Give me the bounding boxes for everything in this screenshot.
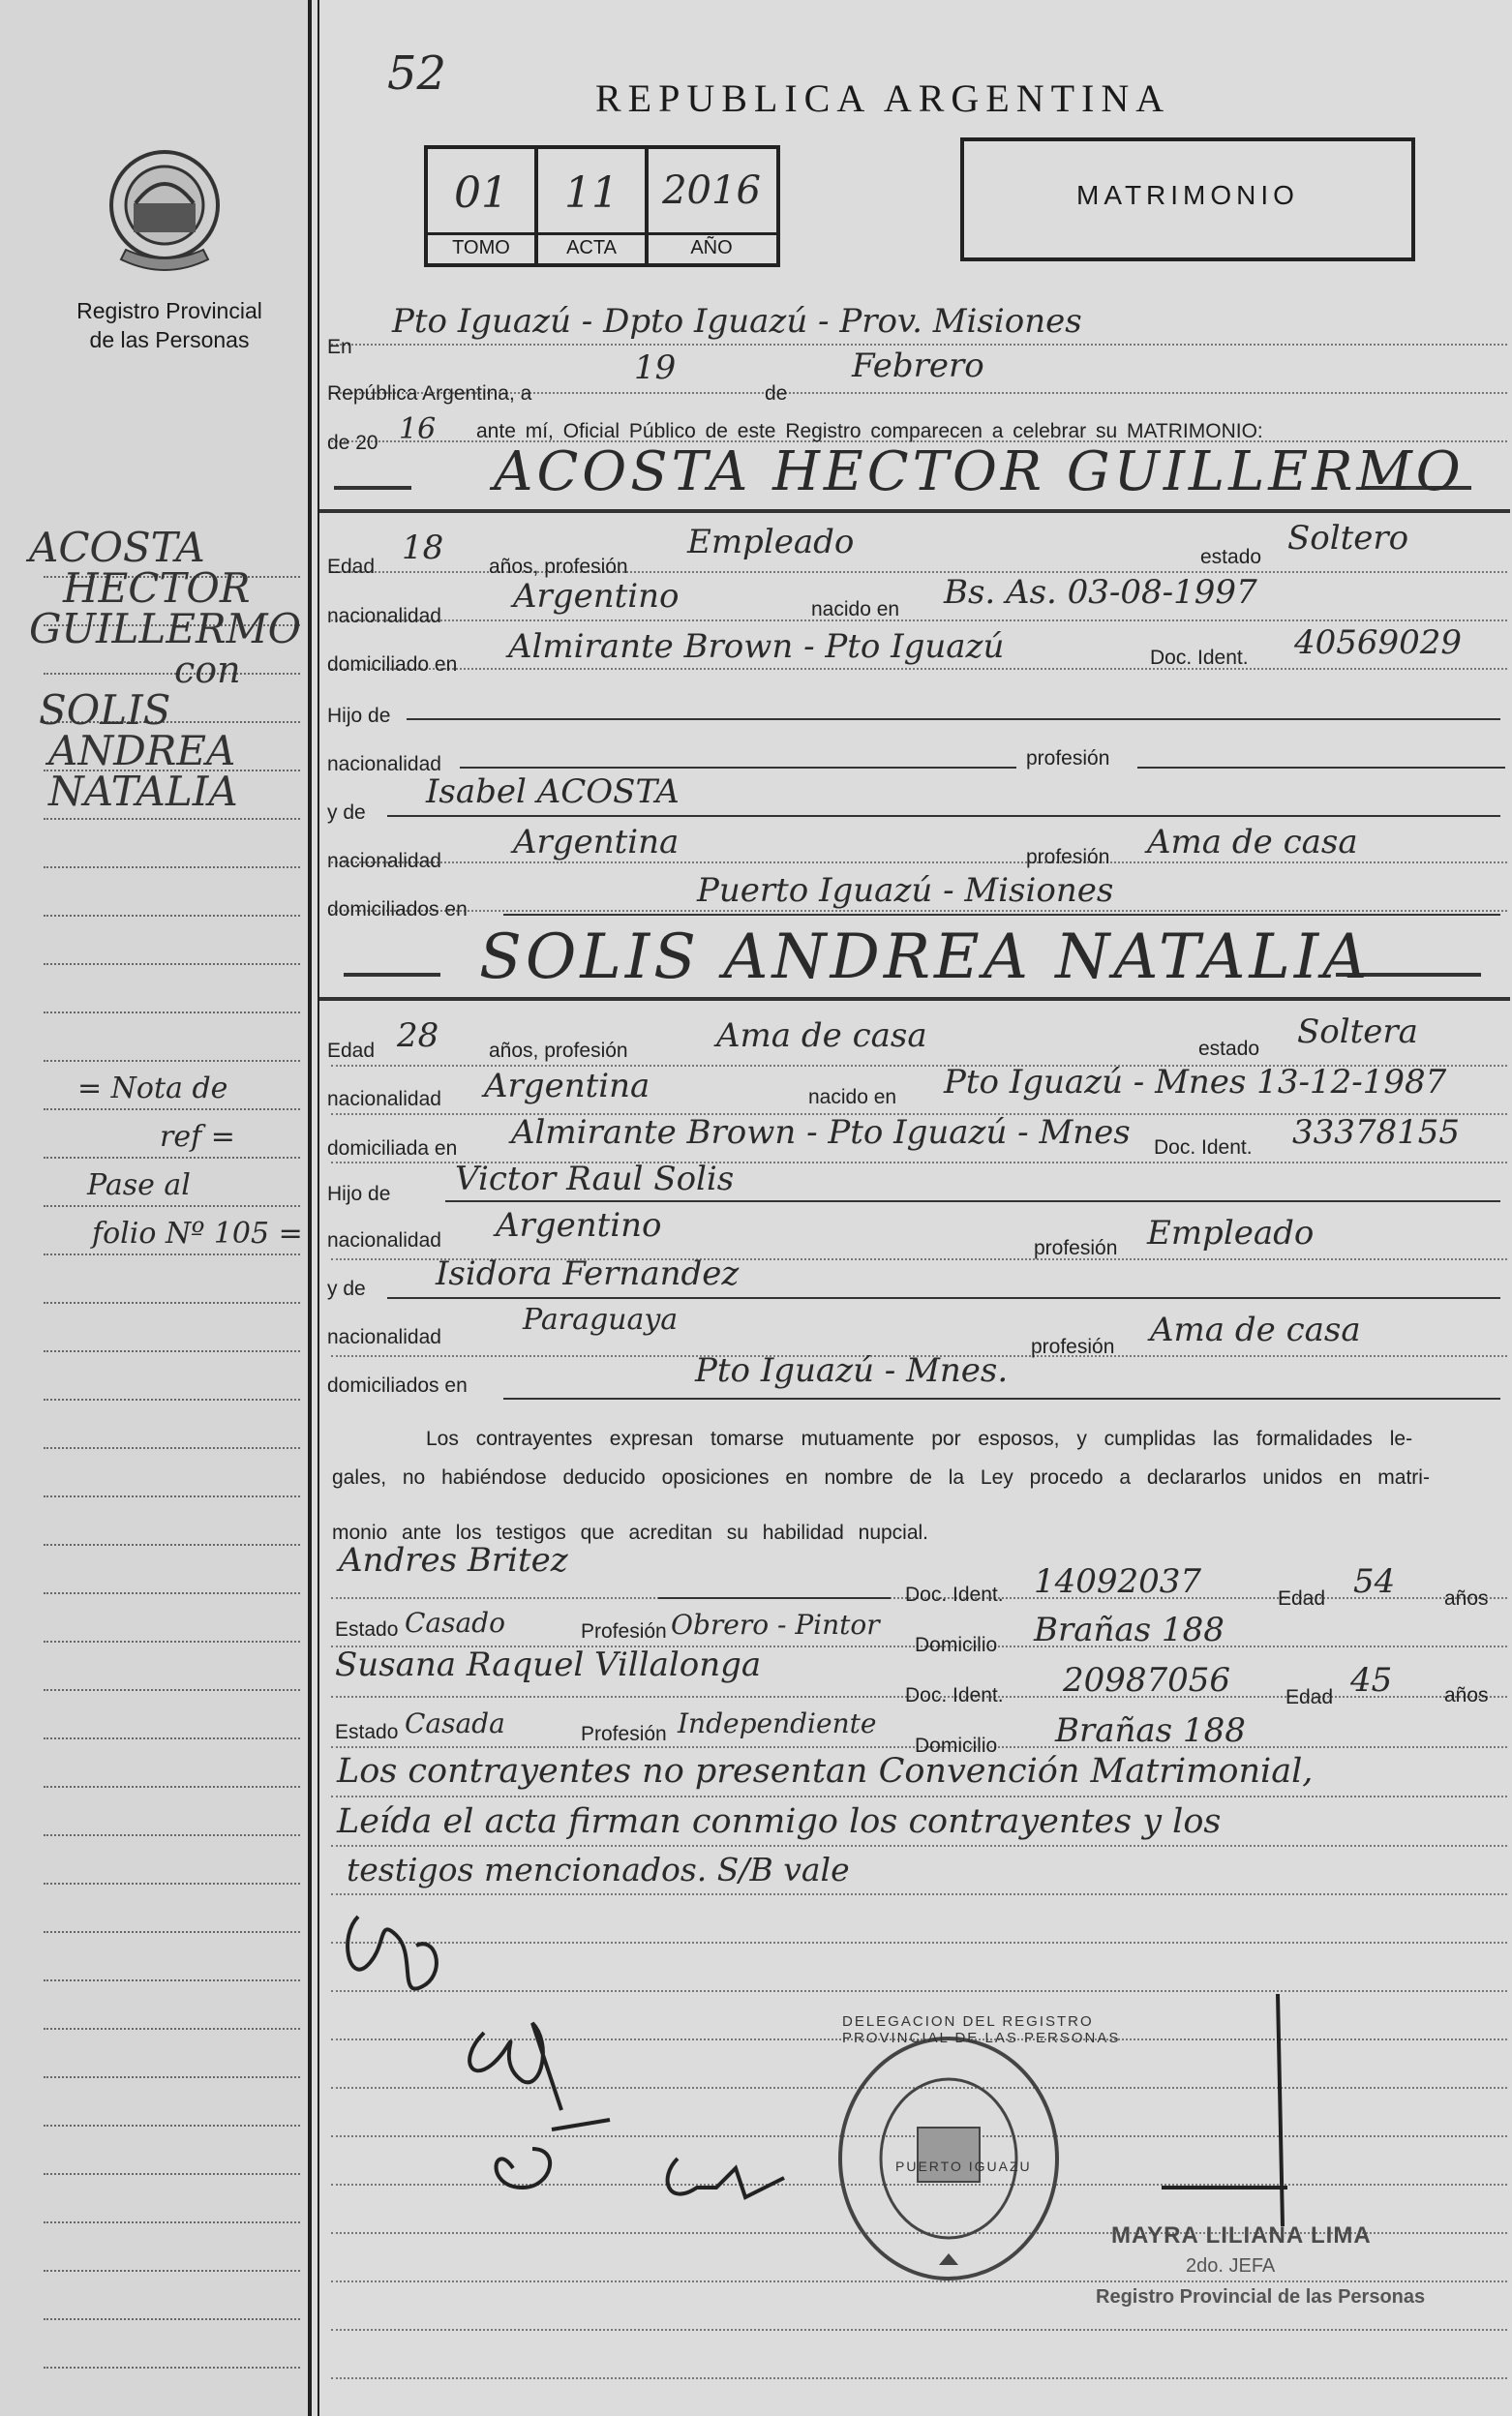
bride-father: Victor Raul Solis	[455, 1160, 735, 1198]
witness-edad-label: Edad	[1285, 1686, 1334, 1708]
margin-ruled-line	[44, 1689, 300, 1691]
nacionalidad-label: nacionalidad	[327, 850, 441, 872]
hijo-label: Hijo de	[327, 705, 391, 727]
y-de-label: y de	[327, 1278, 366, 1300]
ruled-line	[331, 1845, 1507, 1847]
profesion-label: profesión	[1026, 747, 1110, 770]
fill-rule	[658, 1597, 891, 1599]
margin-name: SOLIS	[39, 686, 171, 734]
bride-mother-profession: Ama de casa	[1150, 1311, 1361, 1349]
fill-rule	[387, 1297, 1500, 1299]
official-name: MAYRA LILIANA LIMA	[1111, 2222, 1372, 2249]
margin-ruled-line	[44, 2028, 300, 2030]
domiciliados-label: domiciliados en	[327, 898, 468, 921]
fill-rule	[460, 767, 1016, 769]
profesion-label: profesión	[1031, 1336, 1115, 1358]
hijo-label: Hijo de	[327, 1183, 391, 1205]
margin-ruled-line	[44, 1495, 300, 1497]
witness-edad-label: Edad	[1278, 1587, 1326, 1610]
edad-label: Edad	[327, 556, 376, 578]
margin-ruled-line	[44, 2221, 300, 2223]
ruled-line	[331, 1893, 1507, 1895]
notes-line-1: Los contrayentes no presentan Convención Matrimonial,	[337, 1752, 1314, 1791]
domiciliado-label: domiciliado en	[327, 653, 458, 676]
bride-age: 28	[397, 1016, 439, 1055]
fill-rule	[387, 815, 1500, 817]
signature-stroke	[497, 2120, 611, 2188]
edad-label: Edad	[327, 1040, 376, 1062]
official-office: Registro Provincial de las Personas	[1096, 2286, 1426, 2308]
nacionalidad-label: nacionalidad	[327, 605, 441, 627]
margin-ruled-line	[44, 1447, 300, 1449]
ruled-line	[331, 861, 1507, 863]
nacionalidad-label: nacionalidad	[327, 753, 441, 775]
record-type-box	[960, 137, 1415, 261]
witness1-address: Brañas 188	[1034, 1611, 1225, 1649]
margin-ruled-line	[44, 1399, 300, 1401]
tomo-value: 01	[454, 168, 508, 218]
margin-ruled-line	[44, 1592, 300, 1594]
margin-name: con	[174, 649, 241, 691]
margin-name: HECTOR	[63, 564, 251, 612]
margin-ruled-line	[44, 1931, 300, 1933]
margin-note-line: Pase al	[87, 1168, 191, 1202]
bride-birth: Pto Iguazú - Mnes 13-12-1987	[944, 1063, 1447, 1102]
margin-ruled-line	[44, 2076, 300, 2078]
ruled-line	[331, 2377, 1507, 2379]
ruled-line	[331, 910, 1507, 912]
official-title: 2do. JEFA	[1186, 2255, 1276, 2277]
witness2-age: 45	[1350, 1661, 1393, 1700]
place-value: Pto Iguazú - Dpto Iguazú - Prov. Misiones	[392, 302, 1082, 341]
margin-note-line: = Nota de	[77, 1072, 228, 1105]
fill-rule	[407, 718, 1500, 720]
groom-status: Soltero	[1287, 519, 1409, 558]
groom-birth: Bs. As. 03-08-1997	[944, 573, 1257, 612]
bride-mother-nationality: Paraguaya	[523, 1303, 679, 1337]
signature-stroke	[1162, 1994, 1287, 2226]
fill-rule	[503, 1398, 1500, 1400]
anio-value: 2016	[662, 168, 761, 213]
doc-label: Doc. Ident.	[1150, 647, 1249, 669]
profesion-label: profesión	[1026, 846, 1110, 868]
margin-ruled-line	[44, 963, 300, 965]
registry-line-1: Registro Provincial	[76, 298, 262, 323]
margin-name: NATALIA	[48, 768, 238, 815]
margin-ruled-line	[44, 1883, 300, 1885]
notes-line-2: Leída el acta firman conmigo los contrayentes y los	[337, 1802, 1222, 1841]
fill-rule	[1137, 767, 1505, 769]
nacido-label: nacido en	[811, 598, 900, 620]
margin-ruled-line	[44, 2173, 300, 2175]
registry-name	[39, 296, 300, 354]
domiciliados-label: domiciliados en	[327, 1374, 468, 1397]
ruled-line	[331, 668, 1507, 670]
signature-stroke	[668, 2159, 784, 2197]
margin-ruled-line	[44, 1012, 300, 1013]
bride-father-profession: Empleado	[1147, 1214, 1315, 1253]
witness-anos-label: años	[1444, 1587, 1489, 1610]
margin-ruled-line	[44, 1834, 300, 1836]
ruled-line	[331, 2329, 1507, 2331]
tomo-label: TOMO	[452, 237, 510, 258]
witness-doc-label: Doc. Ident.	[905, 1584, 1004, 1606]
registry-line-2: de las Personas	[89, 327, 250, 352]
name-rule	[334, 486, 411, 490]
anio-label: AÑO	[690, 237, 733, 258]
witness2-status: Casada	[405, 1707, 505, 1739]
anos-profesion-label: años, profesión	[489, 1040, 628, 1062]
acta-label: ACTA	[566, 237, 617, 258]
notes-line-3: testigos mencionados. S/B vale	[347, 1851, 850, 1888]
groom-nationality: Argentino	[513, 577, 680, 616]
stamp-outer-text: DELEGACION DEL REGISTRO PROVINCIAL DE LAS PERSONAS	[842, 2013, 1121, 2046]
witness-profesion-label: Profesión	[581, 1620, 667, 1643]
margin-ruled-line	[44, 2367, 300, 2369]
witness-anos-label: años	[1444, 1684, 1489, 1706]
margin-names	[29, 524, 302, 815]
margin-note-line: ref =	[160, 1120, 235, 1154]
declaration-line-1: Los contrayentes expresan tomarse mutuamente por esposos, y cumplidas las formalidades le-	[426, 1428, 1413, 1450]
de-label: de	[765, 382, 788, 405]
witness2-name: Susana Raquel Villalonga	[335, 1646, 762, 1684]
margin-note	[68, 1065, 303, 1258]
witness1-doc: 14092037	[1034, 1562, 1202, 1601]
witness1-status: Casado	[405, 1607, 505, 1639]
bride-mother: Isidora Fernandez	[436, 1254, 740, 1293]
intro-text: ante mí, Oficial Público de este Registro comparecen a celebrar su MATRIMONIO:	[476, 420, 1263, 442]
margin-divider-inner	[318, 0, 319, 2416]
record-box	[424, 145, 780, 267]
year-suffix: 16	[399, 412, 437, 446]
witness-estado-label: Estado	[335, 1618, 399, 1641]
section-rule	[319, 509, 1510, 513]
groom-address: Almirante Brown - Pto Iguazú	[508, 627, 1005, 666]
margin-ruled-line	[44, 1350, 300, 1352]
bride-parents-address: Pto Iguazú - Mnes.	[695, 1351, 1009, 1390]
domiciliada-label: domiciliada en	[327, 1137, 458, 1160]
margin-name: ANDREA	[48, 727, 236, 774]
doc-label: Doc. Ident.	[1154, 1136, 1253, 1159]
estado-label: estado	[1200, 546, 1262, 568]
groom-parents-address: Puerto Iguazú - Misiones	[697, 871, 1114, 910]
margin-ruled-line	[44, 866, 300, 868]
en-label: En	[327, 336, 352, 358]
bride-doc: 33378155	[1292, 1113, 1461, 1152]
section-rule	[319, 997, 1510, 1001]
republica-label: República Argentina, a	[327, 382, 532, 405]
margin-ruled-line	[44, 1641, 300, 1643]
nacido-label: nacido en	[808, 1086, 897, 1108]
page-number: 52	[387, 46, 447, 101]
declaration-line-2: gales, no habiéndose deducido oposiciones en nombre de la Ley procedo a declararlos unidos en matri-	[332, 1466, 1430, 1489]
bride-profession: Ama de casa	[716, 1016, 927, 1055]
nacionalidad-label: nacionalidad	[327, 1229, 441, 1252]
witness-estado-label: Estado	[335, 1721, 399, 1743]
margin-ruled-line	[44, 1544, 300, 1546]
margin-divider	[308, 0, 312, 2416]
margin-ruled-line	[44, 1060, 300, 1062]
y-de-label: y de	[327, 801, 366, 824]
groom-mother: Isabel ACOSTA	[426, 772, 680, 811]
groom-age: 18	[402, 528, 444, 567]
groom-mother-profession: Ama de casa	[1147, 823, 1358, 861]
ruled-line	[331, 344, 1507, 346]
nacionalidad-label: nacionalidad	[327, 1326, 441, 1348]
margin-ruled-line	[44, 2270, 300, 2272]
declaration-line-3: monio ante los testigos que acreditan su habilidad nupcial.	[332, 1522, 929, 1544]
margin-ruled-line	[44, 2318, 300, 2320]
margin-ruled-line	[44, 1979, 300, 1981]
signature-stroke	[348, 1917, 437, 1989]
witness1-age: 54	[1353, 1562, 1396, 1601]
bride-father-nationality: Argentino	[496, 1206, 662, 1245]
provincial-seal-icon	[106, 145, 223, 281]
margin-ruled-line	[44, 1786, 300, 1788]
margin-ruled-line	[44, 2125, 300, 2127]
witness1-profession: Obrero - Pintor	[671, 1609, 880, 1641]
fill-rule	[445, 1200, 1500, 1202]
page-title: REPUBLICA ARGENTINA	[595, 76, 1171, 120]
witness-domicilio-label: Domicilio	[915, 1634, 998, 1656]
bride-address: Almirante Brown - Pto Iguazú - Mnes	[511, 1113, 1131, 1152]
margin-ruled-line	[44, 1737, 300, 1739]
witness2-profession: Independiente	[678, 1707, 877, 1739]
groom-doc: 40569029	[1294, 623, 1463, 662]
ruled-line	[331, 1796, 1507, 1797]
witness-profesion-label: Profesión	[581, 1723, 667, 1745]
fill-rule	[503, 914, 1500, 916]
margin-name: ACOSTA	[29, 524, 205, 571]
witness2-doc: 20987056	[1063, 1661, 1231, 1700]
bride-status: Soltera	[1297, 1012, 1418, 1051]
record-type: MATRIMONIO	[1076, 180, 1299, 210]
margin-ruled-line	[44, 1302, 300, 1304]
name-rule	[344, 973, 440, 977]
month-value: Febrero	[852, 347, 984, 385]
margin-name: GUILLERMO	[29, 605, 302, 652]
witness-doc-label: Doc. Ident.	[905, 1684, 1004, 1706]
acta-value: 11	[564, 168, 619, 218]
witness2-address: Brañas 188	[1055, 1711, 1246, 1750]
signatures	[329, 1897, 1297, 2246]
stamp-inner-text: PUERTO IGUAZU	[895, 2159, 1032, 2174]
witness1-name: Andres Britez	[339, 1541, 568, 1580]
signature-stroke	[469, 2023, 561, 2110]
ruled-line	[331, 619, 1507, 621]
record-divider	[428, 232, 776, 235]
anos-profesion-label: años, profesión	[489, 556, 628, 578]
margin-ruled-line	[44, 915, 300, 917]
year-prefix: de 20	[327, 432, 378, 454]
groom-name: ACOSTA HECTOR GUILLERMO	[494, 440, 1465, 503]
profesion-label: profesión	[1034, 1237, 1118, 1259]
nacionalidad-label: nacionalidad	[327, 1088, 441, 1110]
margin-ruled-line	[44, 818, 300, 820]
witness-domicilio-label: Domicilio	[915, 1735, 998, 1757]
day-value: 19	[634, 348, 677, 387]
groom-mother-nationality: Argentina	[513, 823, 680, 861]
bride-name: SOLIS ANDREA NATALIA	[479, 921, 1372, 993]
groom-profession: Empleado	[687, 523, 855, 561]
bride-nationality: Argentina	[484, 1067, 650, 1105]
margin-note-line: folio Nº 105 =	[92, 1217, 303, 1251]
estado-label: estado	[1198, 1038, 1260, 1060]
